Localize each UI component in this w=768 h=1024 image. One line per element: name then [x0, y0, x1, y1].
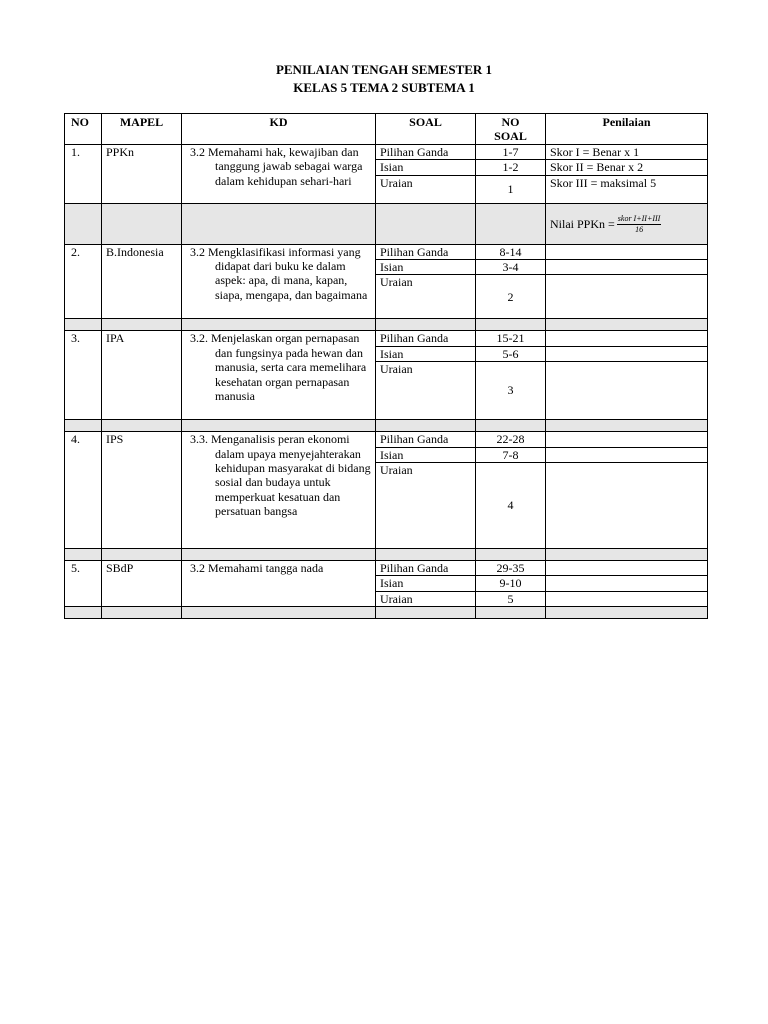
spacer-cell [182, 203, 376, 244]
fraction-numerator: skor I+II+III [617, 213, 661, 223]
header-mapel: MAPEL [102, 114, 182, 145]
row-soal [376, 331, 476, 420]
soal-type: Pilihan Ganda [376, 331, 475, 346]
row-soal [376, 560, 476, 606]
soal-type: Uraian [380, 591, 413, 606]
penilaian-line [546, 260, 707, 275]
row-kd [182, 560, 376, 606]
spacer-cell [65, 319, 102, 331]
spacer-cell [102, 548, 182, 560]
spacer-cell [102, 203, 182, 244]
soal-type: Uraian [380, 462, 413, 477]
soal-number: 1 [507, 181, 514, 196]
spacer-cell [182, 548, 376, 560]
spacer-cell [65, 420, 102, 432]
soal-number: 9-10 [476, 576, 545, 591]
soal-number: 5 [507, 591, 514, 606]
penilaian-line: Skor II = Benar x 2 [546, 160, 707, 175]
document-subtitle: KELAS 5 TEMA 2 SUBTEMA 1 [293, 80, 475, 95]
row-mapel: IPA [102, 331, 182, 420]
soal-type: Isian [376, 260, 475, 275]
row-penilaian [546, 432, 708, 549]
row-soal [376, 144, 476, 203]
spacer-row [65, 607, 708, 619]
row-kd [182, 432, 376, 549]
table-row [65, 144, 708, 203]
penilaian-line [546, 592, 707, 606]
table-row [65, 432, 708, 549]
row-kd [182, 331, 376, 420]
soal-type: Isian [376, 160, 475, 175]
penilaian-line [546, 275, 707, 318]
penilaian-line [546, 448, 707, 463]
soal-number: 5-6 [476, 347, 545, 362]
nilai-row [65, 203, 708, 244]
assessment-table [64, 113, 708, 619]
soal-type: Pilihan Ganda [376, 432, 475, 447]
soal-type: Pilihan Ganda [376, 145, 475, 160]
soal-type: Pilihan Ganda [376, 561, 475, 576]
row-kd-text: 3.2. Menjelaskan organ pernapasan dan fungsinya pada hewan dan manusia, serta cara memelihara kesehatan organ pernapasan manusia [190, 331, 367, 403]
spacer-cell [546, 319, 708, 331]
soal-type: Uraian [380, 175, 413, 190]
spacer-cell [546, 607, 708, 619]
row-number: 2. [65, 244, 102, 319]
spacer-cell [476, 203, 546, 244]
soal-number: 22-28 [476, 432, 545, 447]
penilaian-line [546, 362, 707, 419]
soal-type: Uraian [380, 362, 413, 377]
row-mapel: IPS [102, 432, 182, 549]
spacer-cell [65, 203, 102, 244]
spacer-cell [102, 607, 182, 619]
penilaian-line [546, 463, 707, 548]
spacer-cell [376, 420, 476, 432]
row-kd-text: 3.2 Mengklasifikasi informasi yang didapat dari buku ke dalam aspek: apa, di mana, kapan, siapa, mengapa, dan bagaimana [190, 244, 368, 302]
spacer-row [65, 420, 708, 432]
row-kd [182, 144, 376, 203]
header-kd: KD [182, 114, 376, 145]
nilai-ppkn-label: Nilai PPKn = [550, 216, 615, 231]
header-row [65, 114, 708, 145]
row-kd-text: 3.3. Menganalisis peran ekonomi dalam upaya menyejahterakan kehidupan masyarakat di bidang sosial dan budaya untuk memperkuat kesatuan dan persatuan bangsa [190, 432, 371, 519]
row-penilaian [546, 560, 708, 606]
spacer-cell [65, 607, 102, 619]
row-no-soal [476, 560, 546, 606]
header-no-soal: NO SOAL [476, 114, 546, 145]
row-mapel: PPKn [102, 144, 182, 203]
row-number: 3. [65, 331, 102, 420]
soal-number: 3-4 [476, 260, 545, 275]
soal-number: 4 [507, 498, 514, 513]
penilaian-line [546, 561, 707, 576]
spacer-cell [376, 203, 476, 244]
table-row [65, 244, 708, 319]
soal-number: 3 [507, 383, 514, 398]
soal-number: 8-14 [476, 245, 545, 260]
row-penilaian [546, 331, 708, 420]
spacer-cell [476, 607, 546, 619]
header-no: NO [65, 114, 102, 145]
spacer-cell [476, 319, 546, 331]
header-soal: SOAL [376, 114, 476, 145]
spacer-cell [546, 420, 708, 432]
row-no-soal [476, 432, 546, 549]
row-kd-text: 3.2 Memahami tangga nada [190, 560, 324, 575]
header-penilaian: Penilaian [546, 114, 708, 145]
fraction-denominator: 16 [635, 224, 644, 234]
spacer-cell [376, 607, 476, 619]
table-row [65, 560, 708, 606]
spacer-cell [102, 319, 182, 331]
soal-type: Pilihan Ganda [376, 245, 475, 260]
soal-number: 1-7 [476, 145, 545, 160]
nilai-ppkn-formula [550, 214, 661, 235]
spacer-cell [376, 319, 476, 331]
spacer-cell [376, 548, 476, 560]
spacer-cell [65, 548, 102, 560]
spacer-row [65, 548, 708, 560]
nilai-ppkn-cell [546, 203, 708, 244]
spacer-cell [182, 420, 376, 432]
document-title: PENILAIAN TENGAH SEMESTER 1 [275, 62, 493, 77]
row-no-soal [476, 331, 546, 420]
soal-type: Isian [376, 448, 475, 463]
soal-number: 29-35 [476, 561, 545, 576]
row-penilaian [546, 244, 708, 319]
table-row [65, 331, 708, 420]
penilaian-line [546, 432, 707, 447]
row-soal [376, 432, 476, 549]
spacer-row [65, 319, 708, 331]
spacer-cell [476, 420, 546, 432]
soal-number: 7-8 [476, 448, 545, 463]
row-mapel: B.Indonesia [102, 244, 182, 319]
row-mapel: SBdP [102, 560, 182, 606]
soal-type: Isian [376, 576, 475, 591]
penilaian-line [546, 347, 707, 362]
soal-number: 1-2 [476, 160, 545, 175]
row-no-soal [476, 144, 546, 203]
penilaian-line: Skor I = Benar x 1 [546, 145, 707, 160]
penilaian-line: Skor III = maksimal 5 [550, 175, 657, 190]
row-kd-text: 3.2 Memahami hak, kewajiban dan tanggung jawab sebagai warga dalam kehidupan sehari-hari [190, 144, 363, 188]
spacer-cell [476, 548, 546, 560]
spacer-cell [182, 607, 376, 619]
penilaian-line [546, 576, 707, 591]
soal-number: 2 [507, 289, 514, 304]
penilaian-line [546, 331, 707, 346]
row-number: 4. [65, 432, 102, 549]
row-no-soal [476, 244, 546, 319]
row-kd [182, 244, 376, 319]
row-number: 5. [65, 560, 102, 606]
row-number: 1. [65, 144, 102, 203]
soal-type: Isian [376, 347, 475, 362]
spacer-cell [182, 319, 376, 331]
row-soal [376, 244, 476, 319]
row-penilaian [546, 144, 708, 203]
soal-number: 15-21 [476, 331, 545, 346]
fraction [617, 214, 662, 235]
spacer-cell [102, 420, 182, 432]
soal-type: Uraian [380, 275, 413, 290]
penilaian-line [546, 245, 707, 260]
spacer-cell [546, 548, 708, 560]
